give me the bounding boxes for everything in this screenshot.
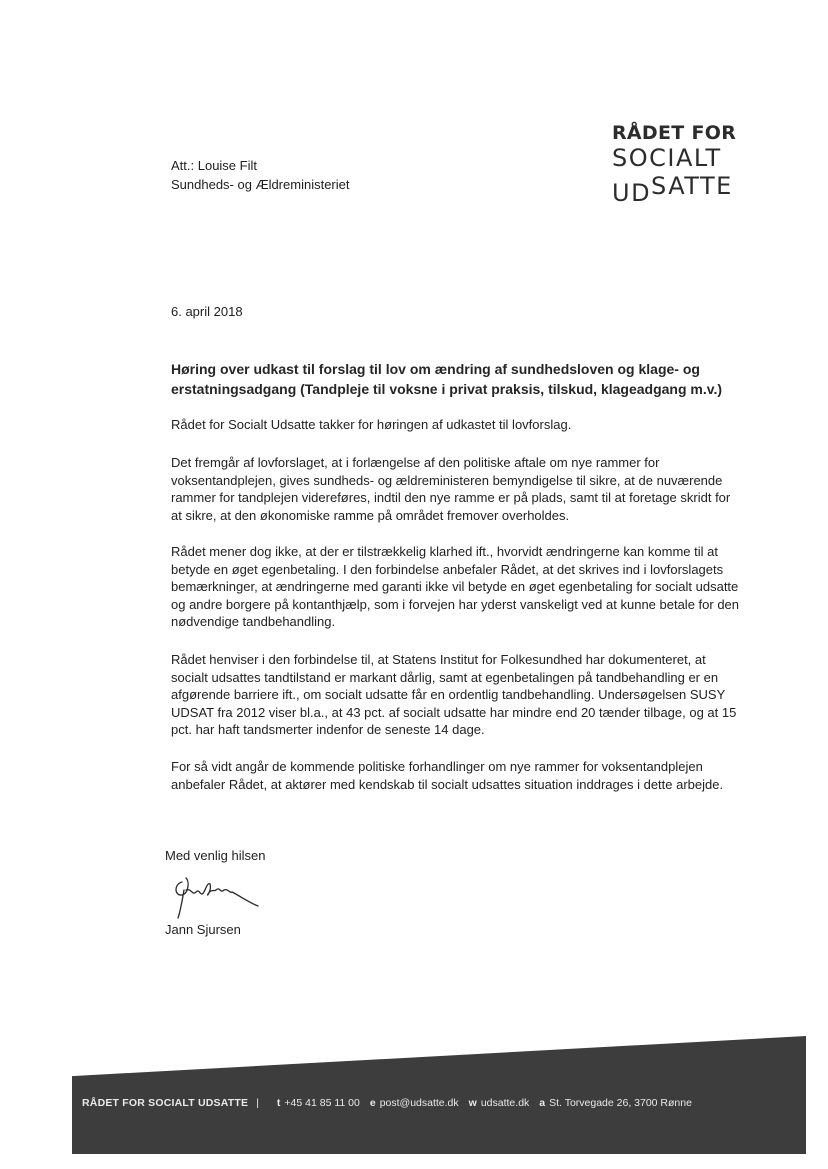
- signer-name: Jann Sjursen: [165, 922, 241, 937]
- footer-contact: [82, 1096, 782, 1110]
- body-paragraph-2: Det fremgår af lovforslaget, at i forlængelse af den politiske aftale om nye rammer for voksentandplejen, gives sundheds- og ældreministeren bemyndigelse til sikre, at de nuværende rammer for tandplejen videreføres, indtil den nye ramme er på plads, samt til at foretage skridt for at sikre, at den økonomiske ramme på området fremover overholdes.: [171, 455, 731, 523]
- footer-band: [72, 1036, 806, 1154]
- logo-line-3: [612, 172, 742, 207]
- footer-email-key: e: [369, 1097, 376, 1109]
- body-paragraph-3: Rådet mener dog ikke, at der er tilstrækkelig klarhed ift., hvorvidt ændringerne kan komme til at betyde en øget egenbetaling. I den forbindelse anbefaler Rådet, at det skrives ind i lovforslagets bemærkninger, at ændringerne med garanti ikke vil betyde en øget egenbetaling for socialt udsatte og andre borgere på kontanthjælp, som i forvejen har yderst vanskeligt ved at kunne betale for den nødvendige tandbehandling.: [171, 544, 740, 629]
- footer-address-key: a: [539, 1097, 546, 1109]
- body-paragraph-1: Rådet for Socialt Udsatte takker for høringen af udkastet til lovforslag.: [171, 417, 572, 432]
- logo-line-1: RÅDET FOR: [612, 122, 737, 144]
- closing-greeting: Med venlig hilsen: [165, 848, 266, 863]
- footer-web-key: w: [468, 1097, 477, 1109]
- footer-org-name: RÅDET FOR SOCIALT UDSATTE: [82, 1097, 249, 1109]
- logo-line-3-ud: UD: [612, 179, 652, 207]
- logo-line-2: SOCIALT: [612, 144, 722, 172]
- footer-separator: |: [256, 1097, 259, 1109]
- footer-address: St. Torvegade 26, 3700 Rønne: [549, 1097, 692, 1109]
- body-paragraph-4: Rådet henviser i den forbindelse til, at Statens Institut for Folkesundhed har dokumenteret, at socialt udsattes tandtilstand er markant dårlig, samt at egenbetalingen på tandbehandling er en afgørende barriere ift., om socialt udsatte får en ordentlig tandbehandling. Undersøgelsen SUSY UDSAT fra 2012 viser bl.a., at 43 pct. af socialt udsatte har mindre end 20 tænder tilbage, og at 15 pct. har haft tandsmerter indenfor de seneste 14 dage.: [171, 652, 737, 737]
- letter-date: 6. april 2018: [171, 304, 243, 319]
- recipient-block: [171, 156, 349, 194]
- recipient-ministry: Sundheds- og Ældreministeriet: [171, 177, 350, 192]
- organization-logo: [612, 122, 742, 207]
- letter-heading: Høring over udkast til forslag til lov om ændring af sundhedsloven og klage- og erstatningsadgang (Tandpleje til voksne i privat praksis, tilskud, klageadgang m.v.): [171, 361, 723, 397]
- handwritten-signature: [170, 868, 270, 923]
- body-paragraph-5: For så vidt angår de kommende politiske forhandlinger om nye rammer for voksentandplejen anbefaler Rådet, at aktører med kendskab til socialt udsattes situation inddrages i dette arbejde.: [171, 759, 724, 792]
- footer-web: udsatte.dk: [480, 1097, 530, 1109]
- footer-email: post@udsatte.dk: [379, 1097, 459, 1109]
- logo-line-3-rest: SATTE: [651, 172, 733, 200]
- footer-phone: +45 41 85 11 00: [284, 1097, 360, 1109]
- recipient-att: Att.: Louise Filt: [171, 158, 257, 173]
- footer-phone-key: t: [276, 1097, 281, 1109]
